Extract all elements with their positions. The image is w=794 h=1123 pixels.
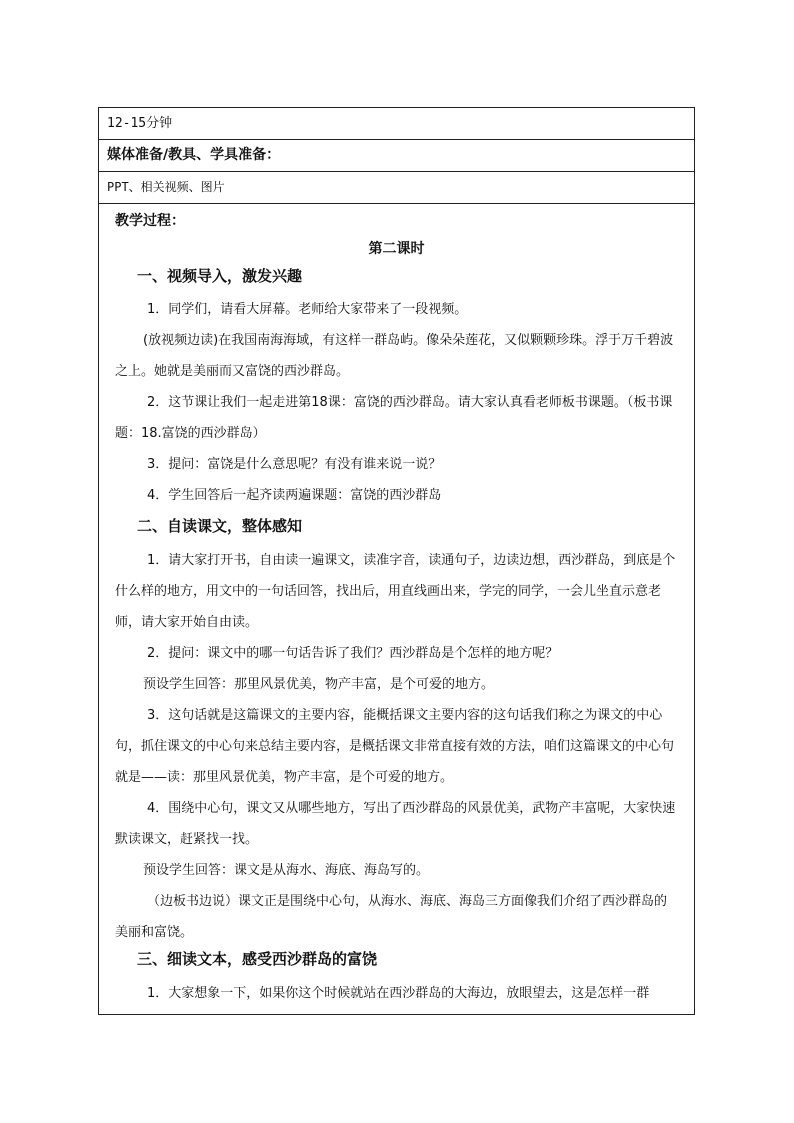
time-row bbox=[99, 108, 695, 140]
process-cell bbox=[99, 204, 695, 1015]
paragraph: 1．请大家打开书，自由读一遍课文，读准字音，读通句子，边读边想，西沙群岛，到底是个什么样的地方，用文中的一句话回答，找出后，用直线画出来，学完的同学，一会儿坐直示意老师，请大家开始自由读。 bbox=[115, 553, 676, 630]
paragraph: 3．这句话就是这篇课文的主要内容，能概括课文主要内容的这句话我们称之为课文的中心句，抓住课文的中心句来总结主要内容，是概括课文非常直接有效的方法，咱们这篇课文的中心句就是——读：那里风景优美，物产丰富，是个可爱的地方。 bbox=[115, 708, 675, 785]
process-row bbox=[99, 204, 695, 1015]
paragraph: 4．围绕中心句，课文又从哪些地方，写出了西沙群岛的风景优美，武物产丰富呢，大家快速默读课文，赶紧找一找。 bbox=[115, 801, 676, 847]
lesson-title: 第二课时 bbox=[368, 241, 425, 257]
process-content bbox=[107, 204, 686, 1014]
materials-row bbox=[99, 172, 695, 204]
media-heading: 媒体准备/教具、学具准备： bbox=[99, 140, 695, 172]
duration-text: 12-15分钟 bbox=[99, 108, 695, 140]
lesson-plan-table bbox=[98, 107, 695, 1015]
paragraph: 4．学生回答后一起齐读两遍课题：富饶的西沙群岛 bbox=[147, 488, 442, 503]
section-heading-2: 二、自读课文，整体感知 bbox=[137, 517, 303, 535]
paragraph: 预设学生回答：那里风景优美，物产丰富，是个可爱的地方。 bbox=[143, 677, 495, 692]
paragraph: (放视频边读)在我国南海海域，有这样一群岛屿。像朵朵莲花，又似颗颗珍珠。浮于万千碧波之上。她就是美丽而又富饶的西沙群岛。 bbox=[115, 333, 674, 379]
section-heading-1: 一、视频导入，激发兴趣 bbox=[137, 267, 303, 285]
paragraph: 1．同学们，请看大屏幕。老师给大家带来了一段视频。 bbox=[147, 302, 468, 317]
process-label: 教学过程： bbox=[115, 213, 185, 229]
paragraph: （边板书边说）课文正是围绕中心句，从海水、海底、海岛三方面像我们介绍了西沙群岛的美丽和富饶。 bbox=[115, 894, 668, 940]
section-heading-3: 三、细读文本，感受西沙群岛的富饶 bbox=[137, 950, 378, 968]
media-row bbox=[99, 140, 695, 172]
paragraph: 预设学生回答：课文是从海水、海底、海岛写的。 bbox=[143, 863, 430, 878]
paragraph: 2．这节课让我们一起走进第18课：富饶的西沙群岛。请大家认真看老师板书课题。（板书课题：18.富饶的西沙群岛） bbox=[115, 395, 673, 441]
materials-text: PPT、相关视频、图片 bbox=[99, 172, 695, 204]
paragraph: 1．大家想象一下，如果你这个时候就站在西沙群岛的大海边，放眼望去，这是怎样一群 bbox=[147, 986, 650, 1001]
paragraph: 2．提问：课文中的哪一句话告诉了我们？西沙群岛是个怎样的地方呢？ bbox=[147, 646, 559, 661]
paragraph: 3．提问：富饶是什么意思呢？有没有谁来说一说？ bbox=[147, 457, 442, 472]
